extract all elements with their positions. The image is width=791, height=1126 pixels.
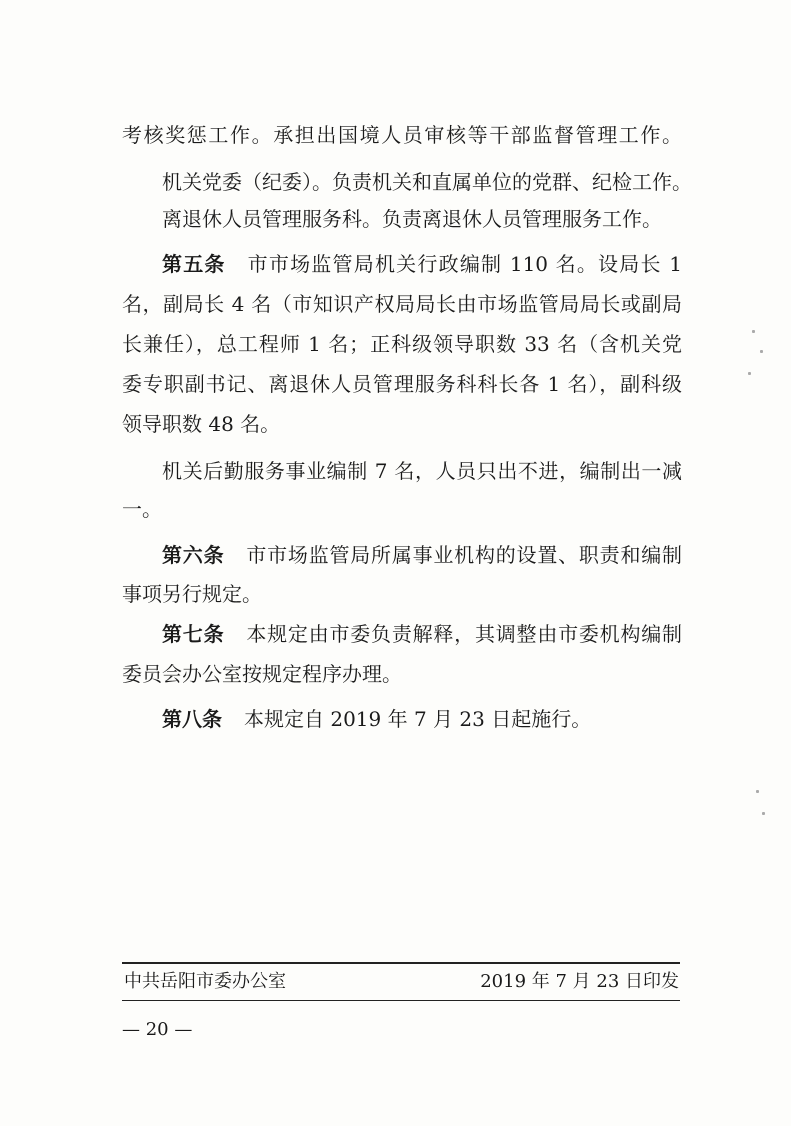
- issuer: 中共岳阳市委办公室: [124, 971, 286, 992]
- page-number: — 20 —: [122, 1019, 193, 1040]
- article-5: [162, 250, 682, 278]
- issue-date: 2019 年 7 月 23 日印发: [480, 971, 679, 992]
- paragraph-line: 委员会办公室按规定程序办理。: [122, 662, 402, 686]
- scan-speck: [752, 330, 755, 333]
- paragraph-line: 领导职数 48 名。: [122, 412, 281, 436]
- article-8: [162, 705, 682, 733]
- paragraph-line: 离退休人员管理服务科。负责离退休人员管理服务工作。: [162, 207, 662, 231]
- scan-speck: [760, 350, 763, 353]
- footer-top-rule: [122, 962, 680, 964]
- scan-speck: [756, 790, 759, 793]
- article-text: 本规定由市委负责解释，其调整由市委机构编制: [246, 622, 683, 646]
- paragraph-line: 名，副局长 4 名（市知识产权局局长由市场监管局局长或副局: [122, 292, 682, 316]
- paragraph-line: 考核奖惩工作。承担出国境人员审核等干部监督管理工作。: [122, 123, 682, 147]
- article-text: 市市场监管局机关行政编制 110 名。设局长 1: [247, 252, 682, 276]
- article-label: 第六条: [162, 543, 225, 567]
- article-label: 第八条: [162, 707, 222, 731]
- paragraph-line: 长兼任），总工程师 1 名；正科级领导职数 33 名（含机关党: [122, 332, 682, 356]
- article-7: [162, 620, 682, 648]
- paragraph-line: 事项另行规定。: [122, 582, 262, 606]
- footer-bottom-rule: [122, 1000, 680, 1001]
- article-text: 市市场监管局所属事业机构的设置、职责和编制: [246, 543, 683, 567]
- scan-speck: [748, 372, 751, 375]
- article-6: [162, 541, 682, 569]
- article-label: 第五条: [162, 252, 226, 276]
- paragraph-line: 一。: [122, 497, 162, 521]
- scan-speck: [762, 812, 765, 815]
- paragraph-line: 委专职副书记、离退休人员管理服务科科长各 1 名），副科级: [122, 372, 682, 396]
- article-text: 本规定自 2019 年 7 月 23 日起施行。: [244, 707, 592, 731]
- paragraph-line: 机关后勤服务事业编制 7 名，人员只出不进，编制出一减: [162, 459, 682, 483]
- paragraph-line: 机关党委（纪委）。负责机关和直属单位的党群、纪检工作。: [162, 170, 692, 194]
- article-label: 第七条: [162, 622, 225, 646]
